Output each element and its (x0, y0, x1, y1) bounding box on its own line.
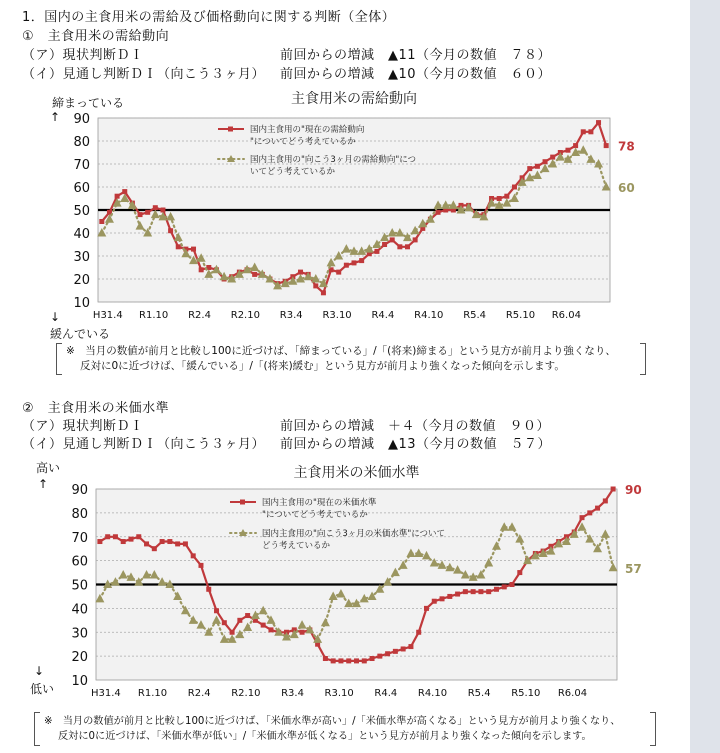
point-current (214, 608, 219, 613)
note2-line1: ※ 当月の数値が前月と比較し100に近づけば、「米価水準が高い」/「米価水準が高くなる」という見方が前月より強くなり、 (44, 716, 621, 727)
point-current (401, 646, 406, 651)
y-tick-label-30: 30 (73, 250, 90, 265)
legend-label-line1: 国内主食用の"向こう3ヶ月の需給動向"につ (250, 155, 417, 165)
point-current (362, 658, 367, 663)
chart-rice-price-level (0, 458, 690, 708)
point-current (573, 143, 578, 148)
x-tick-label: R2.4 (188, 310, 211, 320)
point-current (588, 129, 593, 134)
point-current (517, 570, 522, 575)
note2-bracket-left (34, 712, 40, 746)
point-current (535, 164, 540, 169)
end-label-outlook: 60 (618, 181, 635, 195)
point-current (336, 270, 341, 275)
page-heading: 1．国内の主食用米の需給及び価格動向に関する判断（全体） (22, 10, 396, 25)
point-current (497, 196, 502, 201)
point-current (512, 185, 517, 190)
chart1-y-bottom-label: 緩んでいる (50, 327, 111, 341)
point-current (176, 244, 181, 249)
point-current (463, 589, 468, 594)
point-current (595, 506, 600, 511)
legend-current-marker (228, 127, 233, 132)
x-tick-label: R4.10 (417, 688, 448, 699)
point-current (300, 630, 305, 635)
legend-label-line2: "についてどう考えているか (250, 137, 356, 147)
legend-label-line1: 国内主食用の"現在の米価水準 (262, 498, 377, 508)
y-tick-label-70: 70 (71, 530, 88, 546)
point-current (596, 120, 601, 125)
point-current (199, 267, 204, 272)
point-current (436, 210, 441, 215)
x-tick-label: R5.10 (511, 688, 541, 699)
point-current (405, 244, 410, 249)
point-current (603, 498, 608, 503)
section2-row-b-change: 前回からの増減 ▲13（今月の数値 ５７） (280, 437, 552, 452)
point-current (543, 159, 548, 164)
point-current (527, 166, 532, 171)
point-current (432, 599, 437, 604)
point-current (390, 237, 395, 242)
point-current (565, 148, 570, 153)
point-current (191, 247, 196, 252)
y-tick-label-80: 80 (73, 135, 90, 150)
point-current (245, 613, 250, 618)
point-current (175, 541, 180, 546)
point-current (323, 656, 328, 661)
y-tick-label-90: 90 (73, 112, 90, 127)
point-current (121, 539, 126, 544)
section1-row-a-change: 前回からの増減 ▲11（今月の数値 ７８） (280, 48, 552, 63)
chart2-y-top-label: 高い (36, 461, 61, 475)
point-current (105, 534, 110, 539)
y-tick-label-60: 60 (71, 554, 88, 570)
y-tick-label-30: 30 (71, 626, 88, 642)
chart2-up-arrow-icon: ↑ (38, 477, 49, 491)
chart2-down-arrow-icon: ↓ (34, 664, 45, 678)
chart-title: 主食用米の需給動向 (291, 91, 417, 107)
x-tick-label: R4.10 (414, 310, 444, 320)
point-current (385, 651, 390, 656)
point-current (144, 541, 149, 546)
y-tick-label-40: 40 (73, 227, 90, 242)
y-tick-label-50: 50 (73, 204, 90, 219)
chart-title: 主食用米の米価水準 (293, 465, 420, 481)
x-tick-label: R2.10 (230, 310, 260, 320)
section1-row-b-label: （イ）見通し判断ＤＩ（向こう３ヶ月） (22, 67, 266, 82)
point-current (374, 249, 379, 254)
point-current (138, 212, 143, 217)
y-tick-label-10: 10 (71, 674, 88, 689)
point-current (346, 658, 351, 663)
point-current (408, 644, 413, 649)
point-current (504, 194, 509, 199)
point-current (354, 658, 359, 663)
note2-bracket-right (650, 712, 656, 746)
point-current (338, 658, 343, 663)
chart-supply-demand (0, 85, 690, 320)
point-current (298, 270, 303, 275)
point-current (153, 205, 158, 210)
point-current (222, 620, 227, 625)
point-current (237, 618, 242, 623)
point-current (252, 272, 257, 277)
point-current (344, 263, 349, 268)
point-current (99, 219, 104, 224)
point-current (604, 143, 609, 148)
end-label-outlook: 57 (625, 561, 642, 576)
point-current (268, 627, 273, 632)
y-tick-label-50: 50 (71, 578, 88, 594)
x-tick-label: R4.4 (374, 688, 398, 699)
section1-row-a-label: （ア）現状判断ＤＩ (22, 48, 144, 63)
viewer-scroll-gutter[interactable] (690, 0, 720, 753)
point-current (471, 589, 476, 594)
x-tick-label: R1.10 (139, 310, 169, 320)
x-tick-label: R3.10 (324, 688, 354, 699)
section1-row-b-change: 前回からの増減 ▲10（今月の数値 ６０） (280, 67, 552, 82)
section2-title: ② 主食用米の米価水準 (22, 401, 170, 416)
y-tick-label-10: 10 (73, 296, 90, 311)
point-current (440, 596, 445, 601)
legend-label-line1: 国内主食用の"現在の需給動向 (250, 125, 365, 135)
point-current (397, 244, 402, 249)
point-current (352, 260, 357, 265)
point-current (128, 537, 133, 542)
end-label-current: 78 (618, 139, 635, 154)
y-tick-label-80: 80 (71, 506, 88, 522)
point-current (494, 587, 499, 592)
point-current (478, 589, 483, 594)
legend-current-marker (240, 500, 245, 505)
point-current (416, 630, 421, 635)
x-tick-label: R3.10 (322, 310, 352, 320)
point-current (382, 242, 387, 247)
x-tick-label: R5.10 (505, 310, 536, 320)
x-tick-label: R6.04 (557, 688, 588, 699)
point-current (413, 237, 418, 242)
point-current (587, 510, 592, 515)
y-tick-label-20: 20 (73, 273, 90, 288)
chart1-up-arrow-icon: ↑ (50, 110, 61, 124)
point-current (160, 208, 165, 213)
x-tick-label: R3.4 (281, 688, 304, 699)
point-current (321, 290, 326, 295)
point-current (313, 283, 318, 288)
point-current (152, 546, 157, 551)
chart2-y-bottom-label: 低い (30, 682, 55, 696)
point-current (550, 155, 555, 160)
legend-label-line2: どう考えているか (262, 541, 331, 551)
point-current (183, 541, 188, 546)
section2-row-a-change: 前回からの増減 ＋４（今月の数値 ９０） (280, 419, 551, 434)
point-current (486, 589, 491, 594)
point-current (113, 534, 118, 539)
point-current (580, 515, 585, 520)
point-current (370, 656, 375, 661)
chart1-y-top-label: 締まっている (52, 96, 125, 110)
legend-label-line2: いてどう考えているか (250, 167, 336, 177)
note1-line1: ※ 当月の数値が前月と比較し100に近づけば、「締まっている」/「(将来)締まる」という見方が前月より強くなり、 (66, 345, 616, 357)
point-current (261, 623, 266, 628)
point-current (115, 194, 120, 199)
x-tick-label: R2.10 (231, 688, 261, 699)
x-tick-label: R4.4 (371, 310, 395, 320)
point-current (359, 258, 364, 263)
point-current (377, 654, 382, 659)
point-current (424, 606, 429, 611)
section2-row-b-label: （イ）見通し判断ＤＩ（向こう３ヶ月） (22, 437, 266, 452)
x-tick-label: R3.4 (279, 310, 303, 320)
point-current (191, 553, 196, 558)
x-tick-label: R2.4 (187, 688, 211, 699)
x-tick-label: H31.4 (92, 310, 123, 320)
y-tick-label-90: 90 (71, 483, 88, 498)
point-current (122, 189, 127, 194)
point-current (97, 539, 102, 544)
x-tick-label: R6.04 (551, 310, 581, 320)
end-label-current: 90 (625, 483, 642, 497)
point-current (455, 592, 460, 597)
y-tick-label-20: 20 (71, 650, 88, 666)
x-tick-label: H31.4 (90, 688, 121, 699)
point-current (502, 584, 507, 589)
y-tick-label-70: 70 (73, 158, 90, 173)
x-tick-label: R1.10 (137, 688, 168, 699)
note1-line2: 反対に0に近づけば、「緩んでいる」/「(将来)緩む」という見方が前月より強くなった傾向を示します。 (80, 360, 565, 372)
point-current (331, 658, 336, 663)
point-current (136, 534, 141, 539)
point-current (510, 582, 515, 587)
point-current (145, 210, 150, 215)
point-current (206, 587, 211, 592)
chart1-down-arrow-icon: ↓ (50, 310, 61, 324)
section2-row-a-label: （ア）現状判断ＤＩ (22, 419, 144, 434)
legend-label-line2: "についてどう考えているか (262, 510, 368, 520)
point-current (198, 563, 203, 568)
point-current (447, 594, 452, 599)
y-tick-label-40: 40 (71, 602, 88, 618)
note1-bracket-right (640, 343, 646, 375)
x-tick-label: R5.4 (463, 310, 487, 320)
section1-title: ① 主食用米の需給動向 (22, 29, 170, 44)
note1-bracket-left (56, 343, 62, 375)
x-tick-label: R5.4 (467, 688, 491, 699)
point-current (393, 649, 398, 654)
point-current (581, 129, 586, 134)
note2-line2: 反対に0に近づけば、「米価水準が低い」/「米価水準が低くなる」という見方が前月より強くなった傾向を示します。 (58, 731, 592, 742)
point-current (160, 539, 165, 544)
y-tick-label-60: 60 (73, 181, 90, 196)
point-current (168, 228, 173, 233)
point-current (230, 630, 235, 635)
point-current (611, 487, 616, 492)
point-current (167, 539, 172, 544)
legend-label-line1: 国内主食用の"向こう3ヶ月の米価水準"について (262, 529, 446, 539)
